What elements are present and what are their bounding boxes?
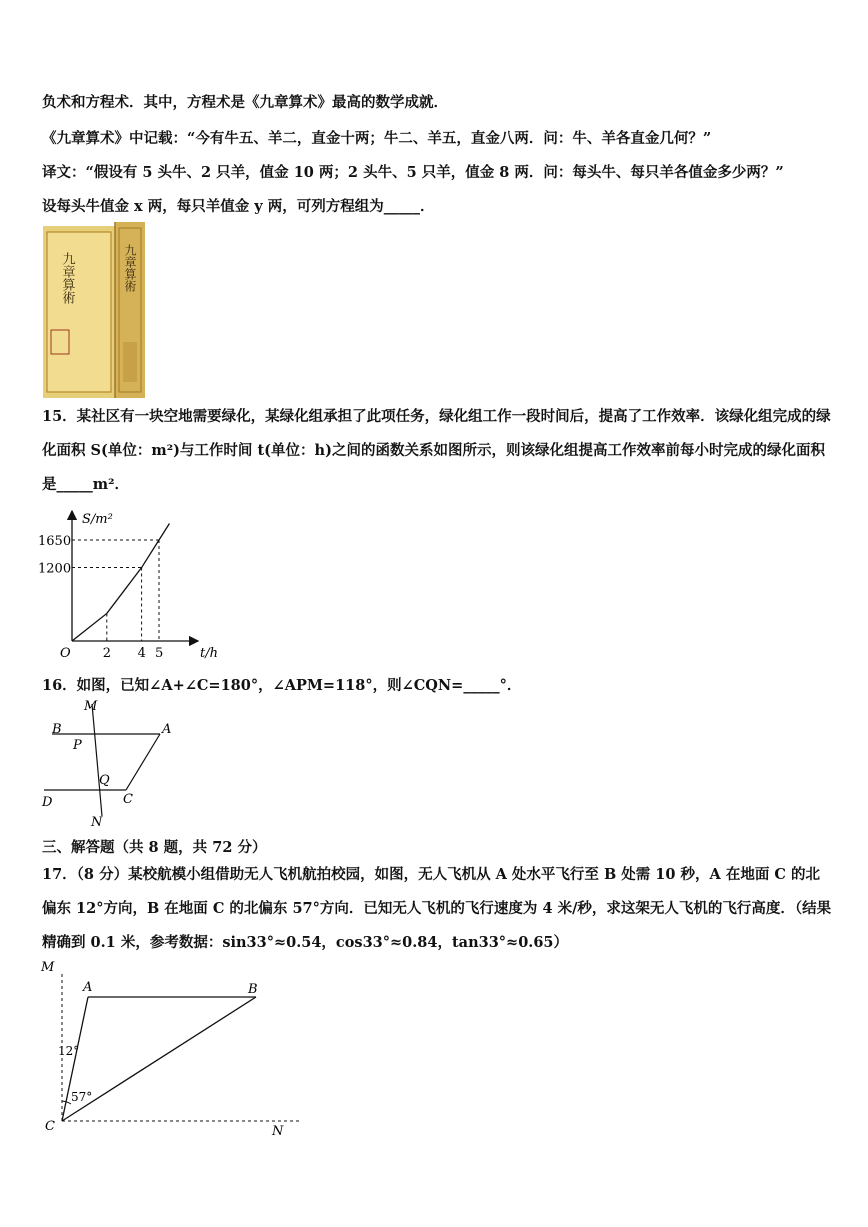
label-N: N bbox=[91, 815, 103, 828]
angle-12-label: 12° bbox=[58, 1044, 80, 1058]
spine-label-icon bbox=[123, 342, 137, 382]
y-axis-label: S/m² bbox=[82, 512, 113, 527]
label-D: D bbox=[42, 795, 53, 810]
x-tick-label: 5 bbox=[155, 646, 164, 661]
angle-57-label: 57° bbox=[71, 1090, 93, 1104]
line-MN bbox=[92, 704, 102, 816]
x-axis-label: t/h bbox=[200, 646, 218, 661]
label-M: M bbox=[84, 699, 98, 714]
series-line-s bbox=[72, 523, 169, 641]
x-tick-label: 2 bbox=[102, 646, 112, 661]
intro-line-3: 译文：“假设有 5 头牛、2 只羊，值金 10 两；2 头牛、5 只羊，值金 8 两．问：每头牛、每只羊各值金多少两？” bbox=[42, 164, 784, 181]
label-C: C bbox=[45, 1119, 55, 1134]
label-M: M bbox=[41, 960, 55, 975]
book-cover-title: 九章算術 bbox=[59, 252, 75, 304]
label-B: B bbox=[52, 722, 62, 737]
intro-line-1: 负术和方程术．其中，方程术是《九章算术》最高的数学成就． bbox=[42, 94, 448, 111]
intro-line-2: 《九章算术》中记载：“今有牛五、羊二，直金十两；牛二、羊五，直金八两．问：牛、羊各直金几何？” bbox=[42, 130, 712, 147]
label-C: C bbox=[123, 792, 133, 807]
label-Q: Q bbox=[99, 773, 110, 788]
question-15-chart bbox=[38, 505, 228, 665]
label-P: P bbox=[73, 738, 82, 753]
question-17-text: 17．（8 分）某校航模小组借助无人飞机航拍校园，如图，无人飞机从 A 处水平飞行至 B 处需 10 秒，A 在地面 C 的北偏东 12°方向，B 在地面 C 的北偏东 57°方向．已知无人飞机的飞行速度为 4 米/秒，求这架无人飞机的飞行高度．（结果精确到 0.1 米，参考数据：sin33°≈0.54，cos33°≈0.84，tan33°≈0.65） bbox=[42, 866, 832, 951]
origin-label: O bbox=[60, 646, 71, 661]
y-tick-label: 1650 bbox=[38, 534, 72, 549]
label-N: N bbox=[272, 1124, 284, 1139]
question-16-figure bbox=[38, 696, 188, 828]
x-tick-label: 4 bbox=[137, 646, 146, 661]
question-16-text: 16．如图，已知∠A+∠C=180°，∠APM=118°，则∠CQN=_____°． bbox=[42, 677, 522, 694]
label-A: A bbox=[162, 722, 172, 737]
label-A: A bbox=[83, 980, 93, 995]
section-3-title: 三、解答题（共 8 题，共 72 分） bbox=[42, 839, 267, 856]
label-B: B bbox=[248, 982, 258, 997]
y-tick-label: 1200 bbox=[38, 561, 72, 577]
book-image bbox=[43, 222, 147, 400]
book-spine-title: 九章算術 bbox=[123, 244, 137, 292]
intro-line-4: 设每头牛值金 x 两，每只羊值金 y 两，可列方程组为_____． bbox=[42, 198, 435, 215]
question-15-text: 15．某社区有一块空地需要绿化，某绿化组承担了此项任务，绿化组工作一段时间后，提高了工作效率．该绿化组完成的绿化面积 S(单位：m²)与工作时间 t(单位：h)之间的函数关系如图所示，则该绿化组提高工作效率前每小时完成的绿化面积是_____m²． bbox=[42, 408, 831, 493]
line-AC bbox=[126, 734, 160, 790]
question-17-figure bbox=[36, 955, 316, 1140]
